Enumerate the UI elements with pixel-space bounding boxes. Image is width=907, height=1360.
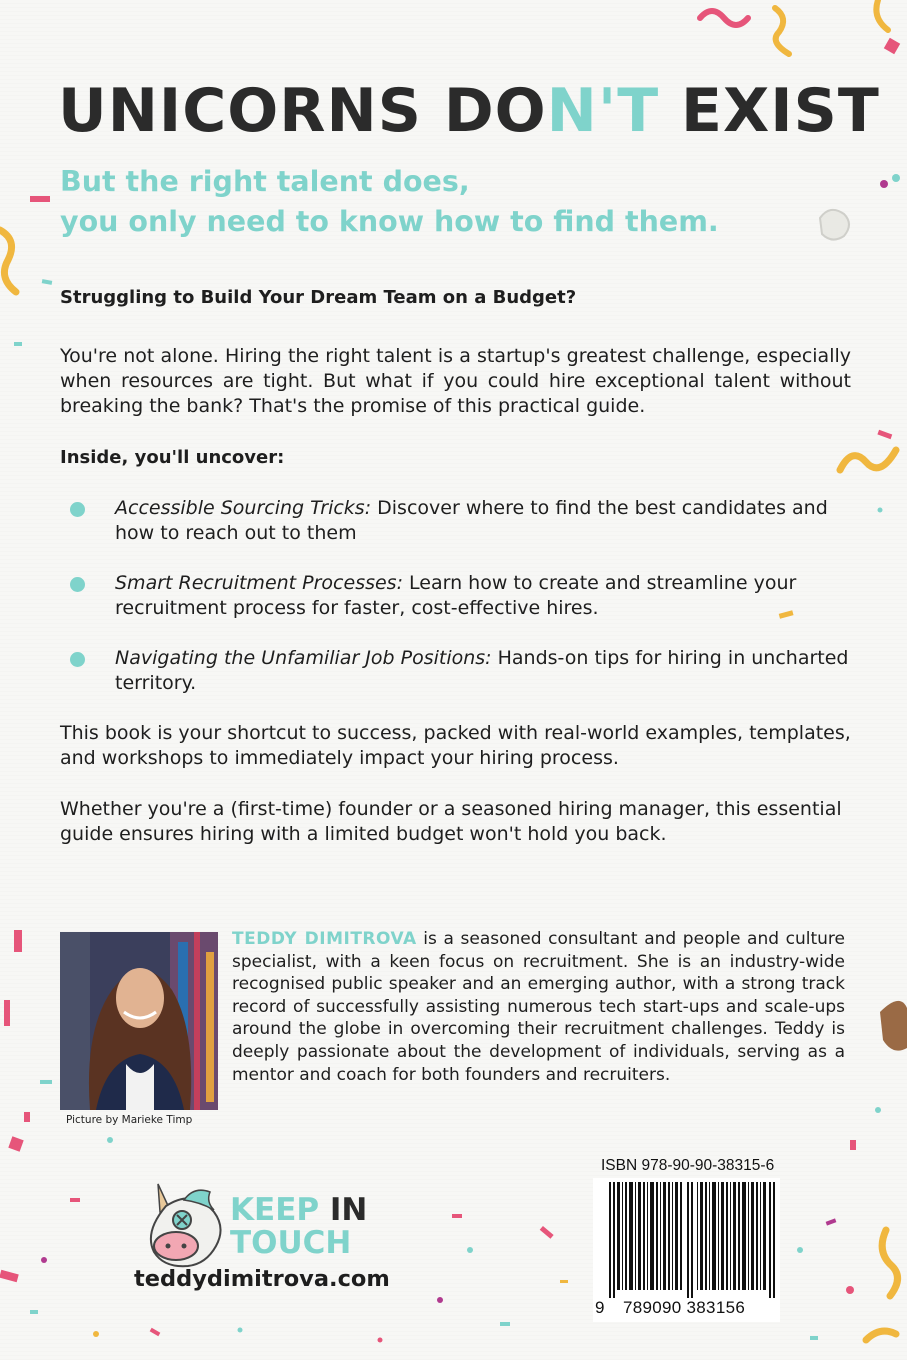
website-link[interactable]: teddydimitrova.com xyxy=(134,1266,390,1292)
closing-paragraph-2: Whether you're a (first-time) founder or a seasoned hiring manager, this essential guide ensures hiring with a limited budget won't hold you back. xyxy=(60,798,842,845)
blurb-heading: Struggling to Build Your Dream Team on a Budget? xyxy=(60,287,577,308)
barcode-first-digit: 9 xyxy=(595,1298,605,1317)
feature-list xyxy=(60,496,851,696)
book-subtitle xyxy=(60,162,840,242)
blurb-intro-paragraph: You're not alone. Hiring the right talent is a startup's greatest challenge, especially when resources are tight. But what if you could hire exceptional talent without breaking the bank? That's the promise of this practical guide. xyxy=(60,345,851,417)
list-item xyxy=(60,496,851,546)
barcode-digit-groups: 789090 383156 xyxy=(623,1298,746,1317)
photo-credit: Picture by Marieke Timp xyxy=(66,1114,193,1126)
author-name: TEDDY DIMITROVA xyxy=(232,929,417,949)
author-photo xyxy=(60,932,218,1110)
bullet-text: Learn how to create and streamline your recruitment process for faster, cost-effective hires. xyxy=(115,572,797,619)
bullet-text: Discover where to find the best candidates and how to reach out to them xyxy=(115,497,828,544)
in-word: IN xyxy=(319,1192,368,1228)
subtitle-line-2: you only need to know how to find them. xyxy=(60,205,719,238)
title-part-2: EXIST xyxy=(659,76,880,146)
bullet-title: Smart Recruitment Processes: xyxy=(115,572,403,594)
touch-word: TOUCH xyxy=(230,1225,352,1261)
bullet-title: Accessible Sourcing Tricks: xyxy=(115,497,372,519)
title-part-1: UNICORNS DO xyxy=(58,76,547,146)
isbn-barcode xyxy=(593,1178,780,1322)
list-item xyxy=(60,571,851,621)
author-bio-text: is a seasoned consultant and people and culture specialist, with a keen focus on recruitment. She is an industry-wide recognised public speaker and an emerging author, with a strong track record of successfully assisting numerous tech start-ups and scale-ups around the globe in overcoming their recruitment challenges. Teddy is deeply passionate about the development of individuals, serving as a mentor and coach for both founders and recruiters. xyxy=(232,929,845,1085)
barcode-icon xyxy=(609,1182,777,1298)
unicorn-logo-icon xyxy=(136,1180,226,1268)
closing-paragraph-1: This book is your shortcut to success, packed with real-world examples, templates, and workshops to immediately impact your hiring process. xyxy=(60,722,851,769)
keep-word: KEEP xyxy=(230,1192,320,1228)
bullet-icon xyxy=(70,652,85,667)
bullet-icon xyxy=(70,502,85,517)
keep-in-touch xyxy=(230,1194,367,1260)
book-title xyxy=(58,76,880,146)
bullet-icon xyxy=(70,577,85,592)
blurb xyxy=(60,285,851,847)
bullet-text: Hands-on tips for hiring in uncharted territory. xyxy=(115,647,849,694)
isbn-label: ISBN 978-90-90-38315-6 xyxy=(601,1157,775,1174)
portrait-icon xyxy=(60,932,218,1110)
subtitle-line-1: But the right talent does, xyxy=(60,165,470,198)
bullet-title: Navigating the Unfamiliar Job Positions: xyxy=(115,647,492,669)
title-accent: N'T xyxy=(546,76,660,146)
list-item xyxy=(60,646,851,696)
inside-label: Inside, you'll uncover: xyxy=(60,447,285,468)
author-bio xyxy=(232,928,845,1086)
